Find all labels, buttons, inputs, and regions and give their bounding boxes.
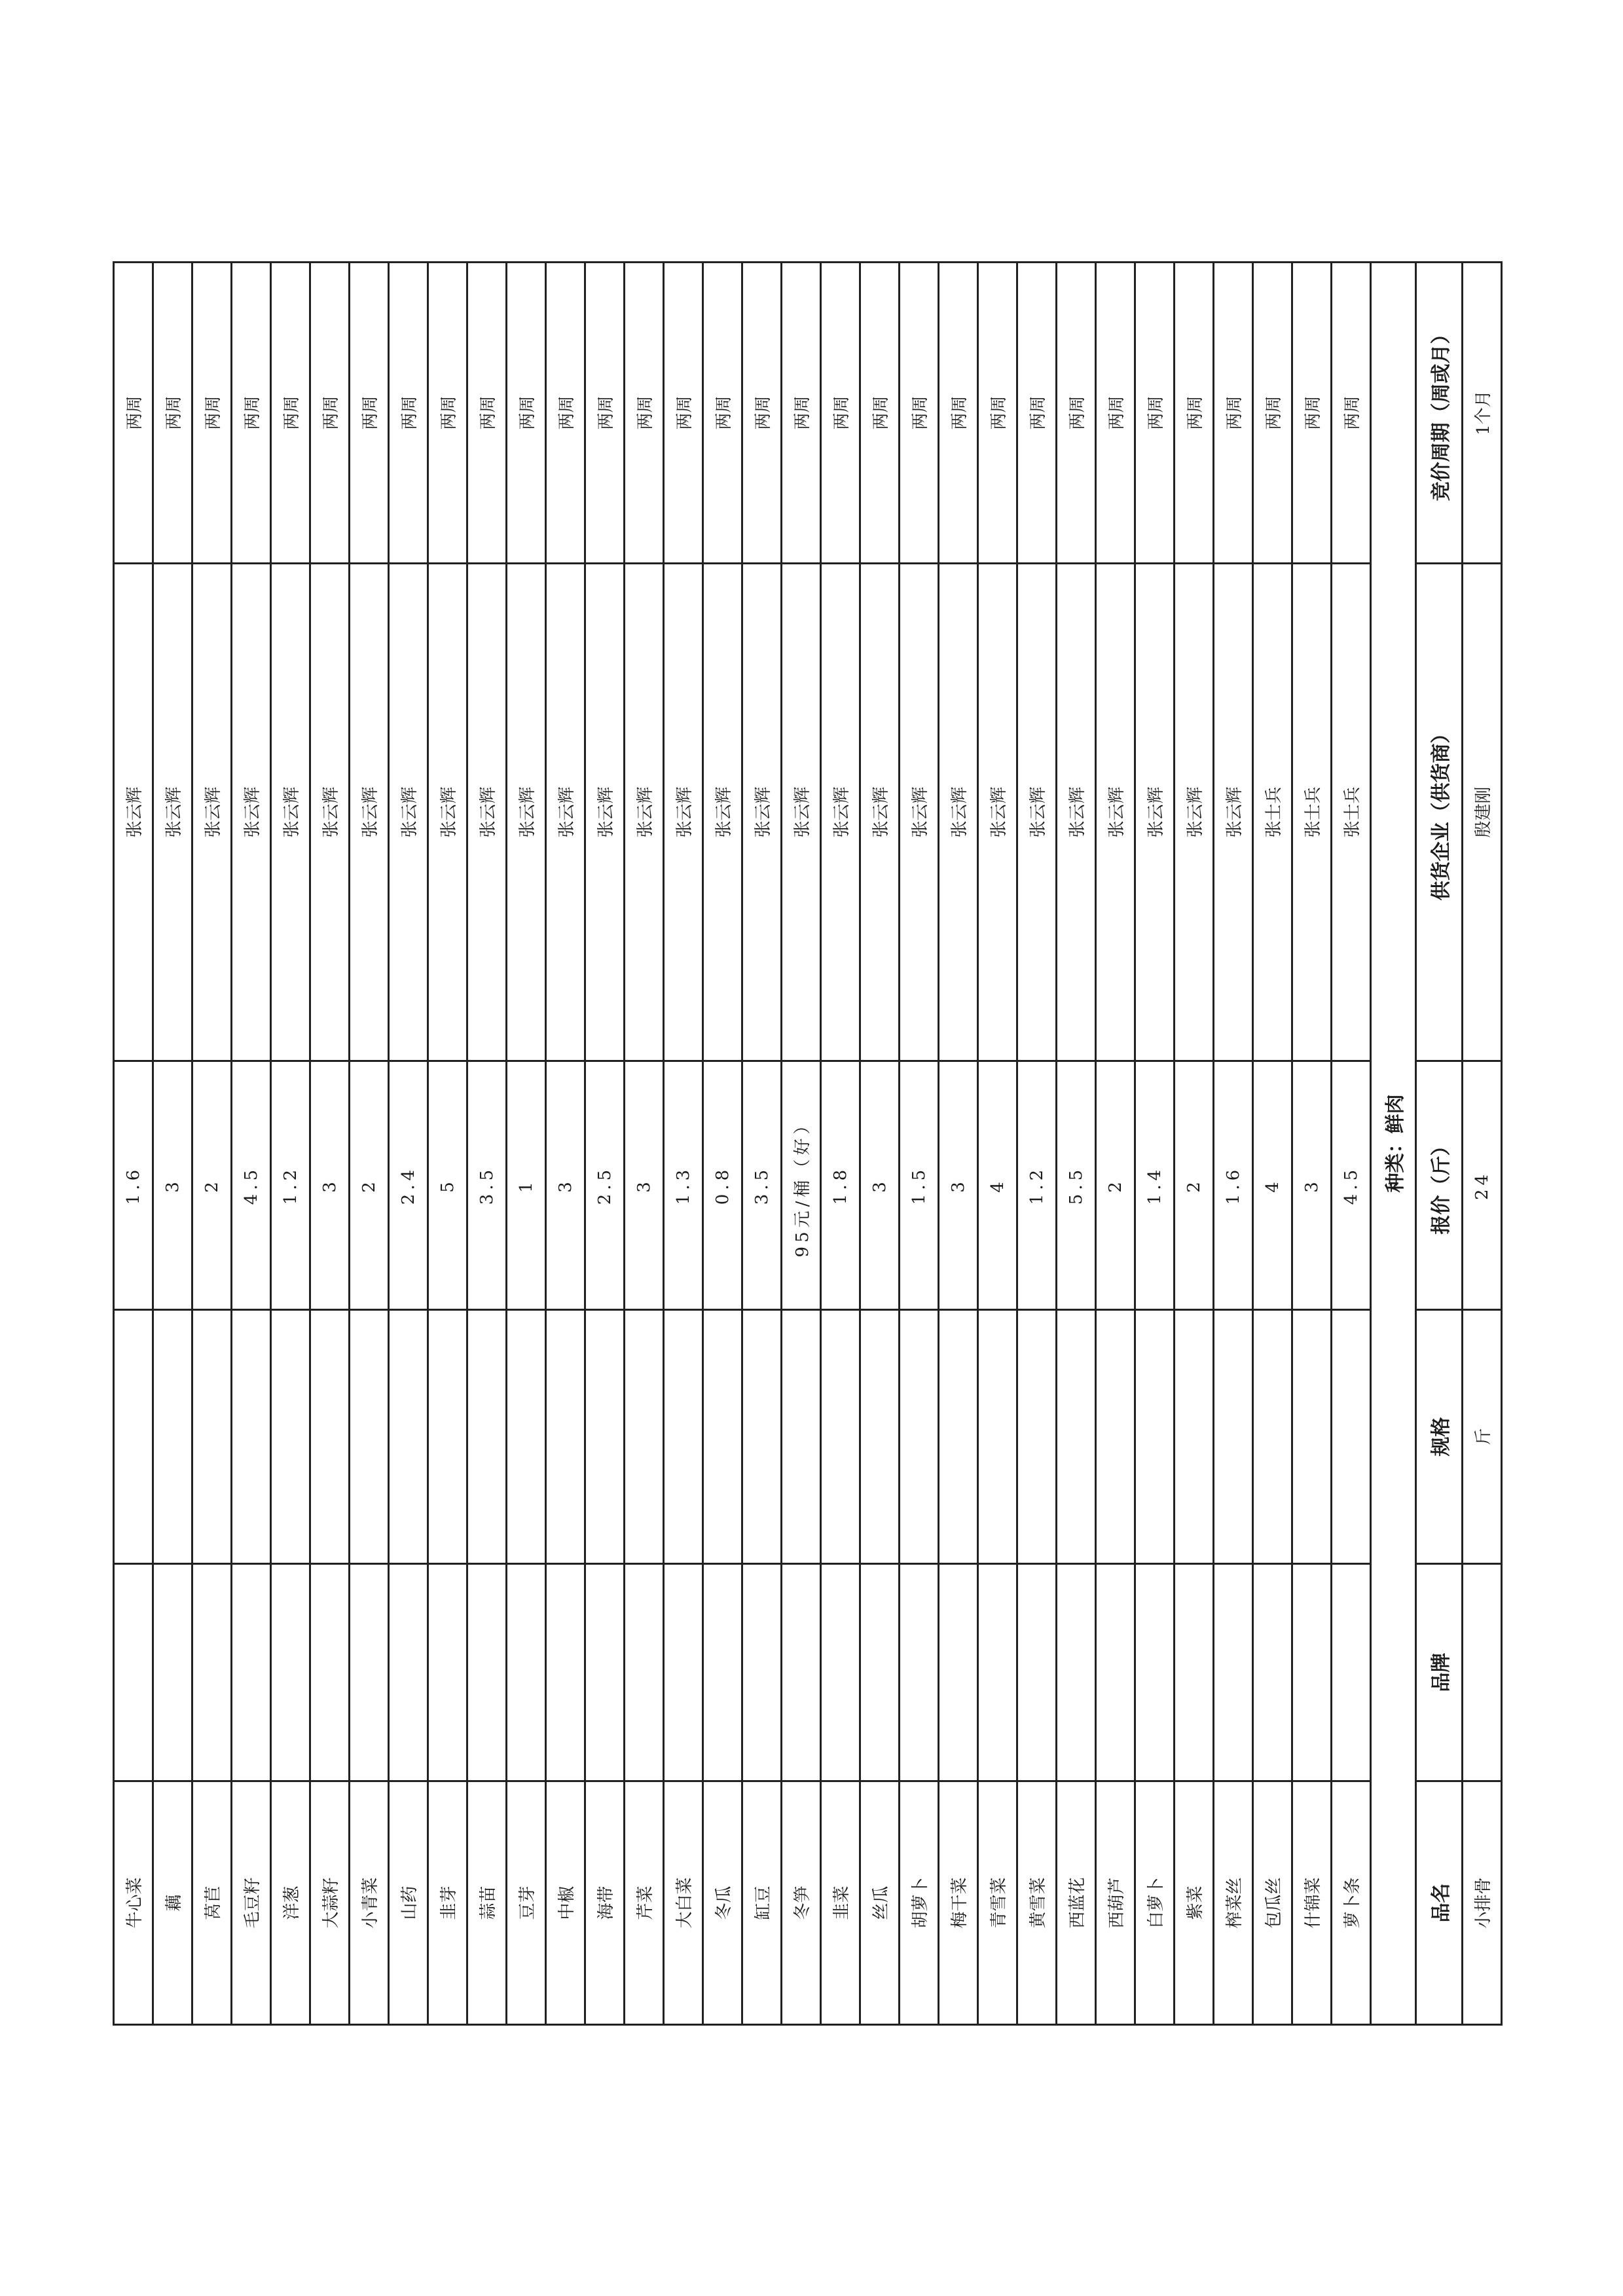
cell-brand — [1214, 1564, 1253, 1781]
cell-name: 丝瓜 — [860, 1781, 900, 2025]
cell-spec — [664, 1310, 703, 1564]
cell-cycle: 两周 — [1175, 263, 1214, 564]
cell-supplier: 张云辉 — [703, 564, 742, 1061]
cell-supplier: 张云辉 — [192, 564, 232, 1061]
cell-brand — [114, 1564, 153, 1781]
cell-name: 黄雪菜 — [1017, 1781, 1057, 2025]
cell-supplier: 张云辉 — [1214, 564, 1253, 1061]
table-row — [1214, 263, 1253, 2025]
cell-brand — [350, 1564, 389, 1781]
cell-supplier: 张云辉 — [350, 564, 389, 1061]
cell-brand — [467, 1564, 507, 1781]
cell-spec — [978, 1310, 1017, 1564]
table-row — [114, 263, 153, 2025]
cell-name: 毛豆籽 — [232, 1781, 271, 2025]
cell-spec — [821, 1310, 860, 1564]
table-row — [900, 263, 939, 2025]
cell-supplier: 张云辉 — [900, 564, 939, 1061]
cell-price: 3 — [310, 1061, 350, 1310]
cell-price: 4.5 — [1332, 1061, 1371, 1310]
cell-spec — [1017, 1310, 1057, 1564]
cell-name: 牛心菜 — [114, 1781, 153, 2025]
cell-supplier: 张云辉 — [860, 564, 900, 1061]
cell-spec — [153, 1310, 192, 1564]
cell-brand — [389, 1564, 428, 1781]
cell-name: 小青菜 — [350, 1781, 389, 2025]
cell-price: 5.5 — [1057, 1061, 1096, 1310]
cell-name: 韭菜 — [821, 1781, 860, 2025]
cell-spec — [350, 1310, 389, 1564]
cell-cycle: 两周 — [1214, 263, 1253, 564]
cell-supplier: 张云辉 — [585, 564, 625, 1061]
cell-spec — [585, 1310, 625, 1564]
cell-brand — [1175, 1564, 1214, 1781]
cell-spec — [782, 1310, 821, 1564]
cell-spec — [900, 1310, 939, 1564]
table-row — [1096, 263, 1135, 2025]
cell-supplier: 张云辉 — [546, 564, 585, 1061]
cell-cycle: 两周 — [1332, 263, 1371, 564]
header-cycle: 竞价周期（周或月） — [1416, 263, 1463, 564]
cell-supplier: 张云辉 — [1017, 564, 1057, 1061]
table-row — [546, 263, 585, 2025]
cell-cycle: 两周 — [703, 263, 742, 564]
cell-supplier: 张云辉 — [1175, 564, 1214, 1061]
cell-price: 1.6 — [1214, 1061, 1253, 1310]
cell-brand — [821, 1564, 860, 1781]
cell-price: 3 — [546, 1061, 585, 1310]
cell-spec — [1332, 1310, 1371, 1564]
cell-name: 芹菜 — [625, 1781, 664, 2025]
cell-brand — [310, 1564, 350, 1781]
cell-spec — [192, 1310, 232, 1564]
cell-brand — [153, 1564, 192, 1781]
cell-name: 紫菜 — [1175, 1781, 1214, 2025]
cell-supplier: 张云辉 — [821, 564, 860, 1061]
cell-spec — [625, 1310, 664, 1564]
table-row — [1253, 263, 1292, 2025]
cell-name: 胡萝卜 — [900, 1781, 939, 2025]
cell-name: 包瓜丝 — [1253, 1781, 1292, 2025]
table-row — [782, 263, 821, 2025]
cell-supplier: 张云辉 — [271, 564, 310, 1061]
cell-brand — [703, 1564, 742, 1781]
table-row — [428, 263, 467, 2025]
cell-price: 1.2 — [1017, 1061, 1057, 1310]
cell-spec — [1175, 1310, 1214, 1564]
cell-spec — [860, 1310, 900, 1564]
cell-supplier: 殷建刚 — [1463, 564, 1502, 1061]
cell-spec — [742, 1310, 782, 1564]
cell-price: 0.8 — [703, 1061, 742, 1310]
cell-supplier: 张云辉 — [939, 564, 978, 1061]
table-row — [1463, 263, 1502, 2025]
cell-name: 西蓝花 — [1057, 1781, 1096, 2025]
cell-spec — [467, 1310, 507, 1564]
table-row — [310, 263, 350, 2025]
cell-price: 2 — [350, 1061, 389, 1310]
cell-supplier: 张士兵 — [1292, 564, 1332, 1061]
cell-cycle: 两周 — [1135, 263, 1175, 564]
cell-cycle: 两周 — [939, 263, 978, 564]
cell-brand — [428, 1564, 467, 1781]
table-row — [271, 263, 310, 2025]
cell-price: 2 — [192, 1061, 232, 1310]
cell-name: 大白菜 — [664, 1781, 703, 2025]
cell-spec — [507, 1310, 546, 1564]
cell-brand — [742, 1564, 782, 1781]
table-row — [939, 263, 978, 2025]
cell-spec — [1214, 1310, 1253, 1564]
cell-price: 2 — [1096, 1061, 1135, 1310]
cell-name: 白萝卜 — [1135, 1781, 1175, 2025]
cell-supplier: 张云辉 — [232, 564, 271, 1061]
table-row — [1017, 263, 1057, 2025]
cell-name: 韭芽 — [428, 1781, 467, 2025]
cell-cycle: 两周 — [350, 263, 389, 564]
cell-name: 西葫芦 — [1096, 1781, 1135, 2025]
header-spec: 规格 — [1416, 1310, 1463, 1564]
cell-price: 2.4 — [389, 1061, 428, 1310]
cell-cycle: 两周 — [310, 263, 350, 564]
table-row — [1292, 263, 1332, 2025]
cell-name: 什锦菜 — [1292, 1781, 1332, 2025]
price-table — [113, 261, 1503, 2026]
cell-brand — [664, 1564, 703, 1781]
cell-price: 3 — [939, 1061, 978, 1310]
cell-brand — [192, 1564, 232, 1781]
cell-price: 3 — [1292, 1061, 1332, 1310]
cell-cycle: 两周 — [232, 263, 271, 564]
cell-price: 1.8 — [821, 1061, 860, 1310]
cell-spec — [114, 1310, 153, 1564]
table-row — [1057, 263, 1096, 2025]
section-title: 种类：鲜肉 — [1371, 263, 1416, 2025]
cell-cycle: 两周 — [664, 263, 703, 564]
cell-price: 1.2 — [271, 1061, 310, 1310]
cell-name: 冬笋 — [782, 1781, 821, 2025]
table-row — [232, 263, 271, 2025]
cell-brand — [232, 1564, 271, 1781]
table-row — [350, 263, 389, 2025]
cell-spec — [389, 1310, 428, 1564]
cell-cycle: 两周 — [1057, 263, 1096, 564]
cell-spec — [939, 1310, 978, 1564]
table-row — [192, 263, 232, 2025]
cell-cycle: 两周 — [428, 263, 467, 564]
cell-spec: 斤 — [1463, 1310, 1502, 1564]
cell-price: 5 — [428, 1061, 467, 1310]
table-row — [821, 263, 860, 2025]
cell-supplier: 张云辉 — [625, 564, 664, 1061]
cell-price: 95元/桶（好） — [782, 1061, 821, 1310]
table-row — [1175, 263, 1214, 2025]
cell-price: 1.6 — [114, 1061, 153, 1310]
cell-cycle: 两周 — [860, 263, 900, 564]
cell-brand — [507, 1564, 546, 1781]
cell-price: 4 — [1253, 1061, 1292, 1310]
cell-supplier: 张云辉 — [1057, 564, 1096, 1061]
cell-brand — [625, 1564, 664, 1781]
cell-cycle: 两周 — [389, 263, 428, 564]
cell-price: 3.5 — [467, 1061, 507, 1310]
cell-supplier: 张士兵 — [1253, 564, 1292, 1061]
cell-spec — [1253, 1310, 1292, 1564]
cell-name: 青雪菜 — [978, 1781, 1017, 2025]
cell-cycle: 两周 — [978, 263, 1017, 564]
cell-name: 蒜苗 — [467, 1781, 507, 2025]
cell-name: 洋葱 — [271, 1781, 310, 2025]
cell-cycle: 两周 — [585, 263, 625, 564]
table-row — [664, 263, 703, 2025]
cell-brand — [782, 1564, 821, 1781]
cell-price: 3.5 — [742, 1061, 782, 1310]
table-row — [742, 263, 782, 2025]
cell-name: 梅干菜 — [939, 1781, 978, 2025]
cell-cycle: 两周 — [1292, 263, 1332, 564]
cell-price: 3 — [625, 1061, 664, 1310]
cell-name: 藕 — [153, 1781, 192, 2025]
cell-name: 冬瓜 — [703, 1781, 742, 2025]
cell-supplier: 张云辉 — [742, 564, 782, 1061]
cell-name: 海带 — [585, 1781, 625, 2025]
cell-supplier: 张士兵 — [1332, 564, 1371, 1061]
table-row — [389, 263, 428, 2025]
cell-name: 中椒 — [546, 1781, 585, 2025]
cell-brand — [939, 1564, 978, 1781]
cell-name: 缸豆 — [742, 1781, 782, 2025]
cell-cycle: 两周 — [467, 263, 507, 564]
cell-spec — [546, 1310, 585, 1564]
cell-spec — [1292, 1310, 1332, 1564]
table-row — [1135, 263, 1175, 2025]
cell-cycle: 两周 — [153, 263, 192, 564]
cell-cycle: 两周 — [546, 263, 585, 564]
cell-price: 4.5 — [232, 1061, 271, 1310]
cell-spec — [703, 1310, 742, 1564]
cell-cycle: 两周 — [625, 263, 664, 564]
cell-price: 1.5 — [900, 1061, 939, 1310]
cell-supplier: 张云辉 — [507, 564, 546, 1061]
table-row — [153, 263, 192, 2025]
cell-cycle: 两周 — [1017, 263, 1057, 564]
cell-price: 24 — [1463, 1061, 1502, 1310]
cell-brand — [1292, 1564, 1332, 1781]
table-row — [585, 263, 625, 2025]
cell-cycle: 两周 — [271, 263, 310, 564]
cell-cycle: 两周 — [821, 263, 860, 564]
table-row — [978, 263, 1017, 2025]
cell-cycle: 两周 — [900, 263, 939, 564]
cell-cycle: 两周 — [742, 263, 782, 564]
cell-supplier: 张云辉 — [389, 564, 428, 1061]
cell-name: 豆芽 — [507, 1781, 546, 2025]
cell-cycle: 两周 — [114, 263, 153, 564]
cell-supplier: 张云辉 — [664, 564, 703, 1061]
cell-brand — [1135, 1564, 1175, 1781]
cell-price: 3 — [860, 1061, 900, 1310]
cell-supplier: 张云辉 — [467, 564, 507, 1061]
cell-cycle: 两周 — [192, 263, 232, 564]
cell-cycle: 1个月 — [1463, 263, 1502, 564]
cell-price: 2 — [1175, 1061, 1214, 1310]
cell-supplier: 张云辉 — [1096, 564, 1135, 1061]
cell-price: 1.3 — [664, 1061, 703, 1310]
cell-price: 1 — [507, 1061, 546, 1310]
cell-brand — [978, 1564, 1017, 1781]
cell-brand — [1332, 1564, 1371, 1781]
cell-name: 萝卜条 — [1332, 1781, 1371, 2025]
cell-spec — [1135, 1310, 1175, 1564]
cell-brand — [546, 1564, 585, 1781]
price-sheet — [113, 263, 1548, 2026]
table-row — [625, 263, 664, 2025]
cell-supplier: 张云辉 — [310, 564, 350, 1061]
cell-supplier: 张云辉 — [978, 564, 1017, 1061]
cell-supplier: 张云辉 — [428, 564, 467, 1061]
cell-spec — [310, 1310, 350, 1564]
cell-spec — [428, 1310, 467, 1564]
cell-brand — [271, 1564, 310, 1781]
cell-brand — [1463, 1564, 1502, 1781]
header-name: 品名 — [1416, 1781, 1463, 2025]
table-row — [507, 263, 546, 2025]
cell-cycle: 两周 — [507, 263, 546, 564]
header-price: 报价（斤） — [1416, 1061, 1463, 1310]
cell-price: 3 — [153, 1061, 192, 1310]
cell-name: 山药 — [389, 1781, 428, 2025]
header-brand: 品牌 — [1416, 1564, 1463, 1781]
cell-brand — [1096, 1564, 1135, 1781]
cell-brand — [860, 1564, 900, 1781]
meat-rows — [1463, 263, 1502, 2025]
cell-spec — [232, 1310, 271, 1564]
cell-price: 1.4 — [1135, 1061, 1175, 1310]
cell-name: 莴苣 — [192, 1781, 232, 2025]
vegetable-rows — [114, 263, 1371, 2025]
cell-brand — [900, 1564, 939, 1781]
cell-brand — [1057, 1564, 1096, 1781]
table-row — [703, 263, 742, 2025]
cell-spec — [271, 1310, 310, 1564]
header-row — [1416, 263, 1463, 2025]
cell-cycle: 两周 — [1096, 263, 1135, 564]
cell-cycle: 两周 — [782, 263, 821, 564]
cell-name: 大蒜籽 — [310, 1781, 350, 2025]
cell-name: 小排骨 — [1463, 1781, 1502, 2025]
cell-name: 榨菜丝 — [1214, 1781, 1253, 2025]
table-row — [860, 263, 900, 2025]
cell-brand — [585, 1564, 625, 1781]
cell-supplier: 张云辉 — [114, 564, 153, 1061]
table-row — [1332, 263, 1371, 2025]
cell-price: 2.5 — [585, 1061, 625, 1310]
cell-spec — [1096, 1310, 1135, 1564]
table-row — [467, 263, 507, 2025]
cell-brand — [1017, 1564, 1057, 1781]
cell-price: 4 — [978, 1061, 1017, 1310]
cell-spec — [1057, 1310, 1096, 1564]
cell-brand — [1253, 1564, 1292, 1781]
header-supplier: 供货企业（供货商） — [1416, 564, 1463, 1061]
meat-section — [1371, 263, 1463, 2025]
cell-supplier: 张云辉 — [782, 564, 821, 1061]
cell-supplier: 张云辉 — [1135, 564, 1175, 1061]
cell-cycle: 两周 — [1253, 263, 1292, 564]
cell-supplier: 张云辉 — [153, 564, 192, 1061]
